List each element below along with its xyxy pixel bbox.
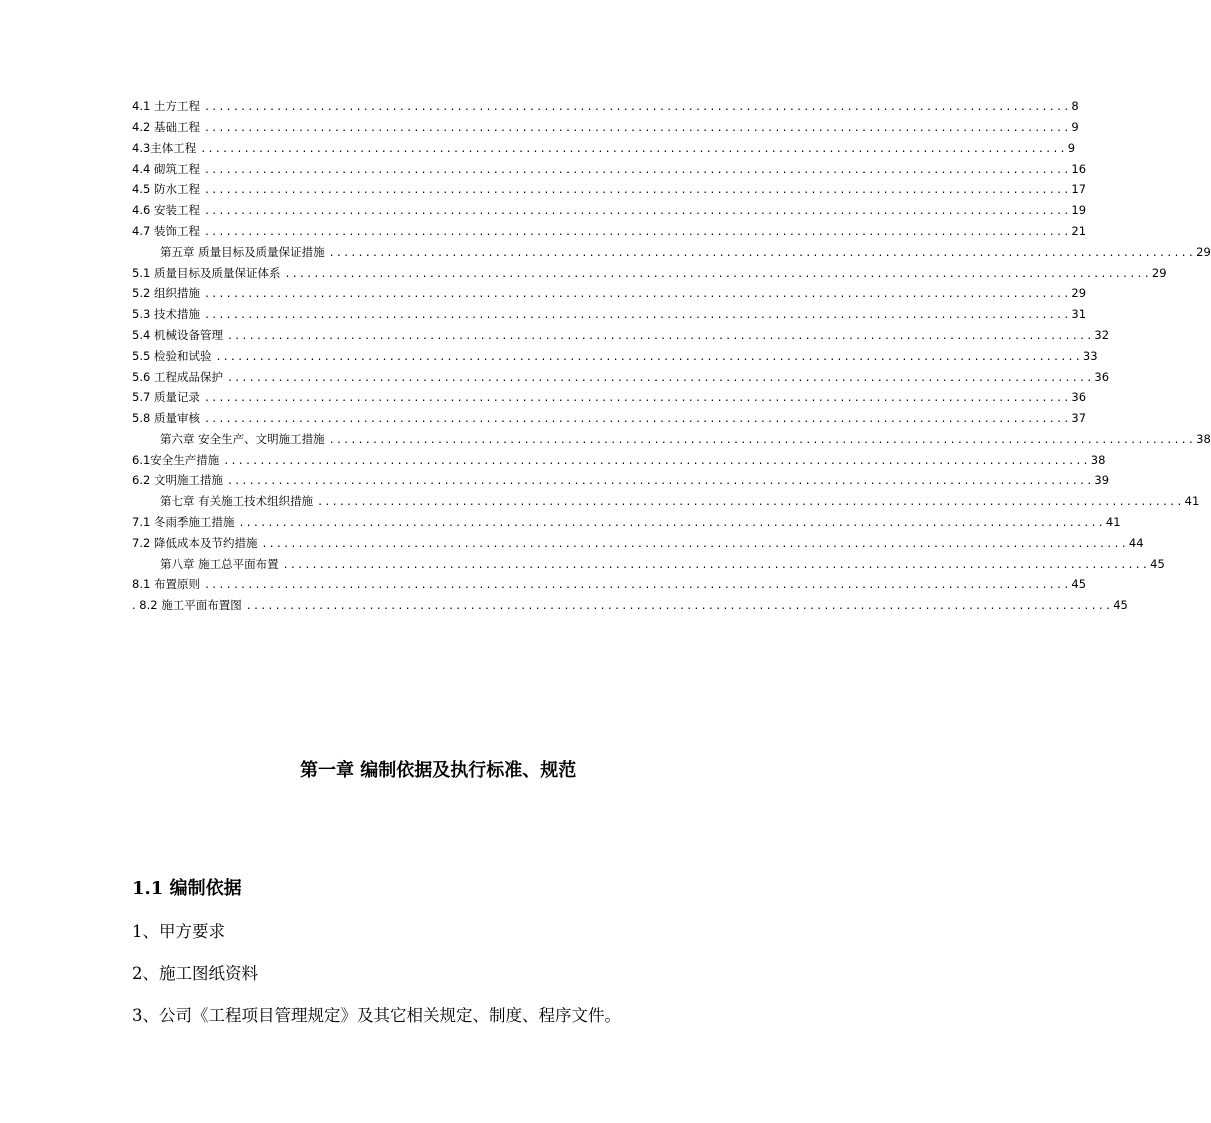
toc-label: 4.3主体工程: [132, 141, 197, 155]
toc-page: 8: [1071, 99, 1079, 113]
toc-leader: ........................................................................................................................: [261, 539, 1128, 550]
toc-leader: ........................................................................................................................: [203, 310, 1071, 321]
toc-label: 5.6 工程成品保护: [132, 370, 223, 384]
toc-row: [132, 370, 1110, 386]
toc-label: 5.4 机械设备管理: [132, 328, 223, 342]
toc-row: [132, 515, 1121, 531]
toc-row: [132, 120, 1079, 136]
toc-leader: ........................................................................................................................: [317, 497, 1184, 508]
toc-page: 39: [1094, 473, 1110, 487]
toc-page: 45: [1113, 598, 1128, 612]
toc-row: [132, 203, 1087, 219]
toc-label: 5.8 质量审核: [132, 411, 200, 425]
toc-row: [132, 411, 1087, 427]
toc-row: [132, 536, 1144, 552]
toc-page: 38: [1090, 453, 1106, 467]
toc-page: 36: [1071, 390, 1087, 404]
toc-row: [132, 349, 1098, 365]
toc-row: [160, 494, 1200, 510]
toc-page: 41: [1184, 494, 1200, 508]
toc-label: 5.3 技术措施: [132, 307, 200, 321]
toc-row: [132, 266, 1167, 282]
toc-leader: ........................................................................................................................: [226, 373, 1094, 384]
section-title: 1.1 编制依据: [132, 878, 242, 899]
toc-leader: ........................................................................................................................: [203, 123, 1071, 134]
list-item: 2、施工图纸资料: [132, 964, 258, 983]
toc-leader: ........................................................................................................................: [226, 476, 1094, 487]
toc-row: [160, 432, 1211, 448]
toc-row: [132, 99, 1079, 115]
toc-label: 4.6 安装工程: [132, 203, 200, 217]
toc-row: [132, 390, 1087, 406]
toc-leader: ........................................................................................................................: [284, 269, 1151, 280]
toc-row: [132, 162, 1087, 178]
toc-page: 38: [1196, 432, 1211, 446]
toc-label: 第五章 质量目标及质量保证措施: [160, 245, 325, 259]
toc-label: 4.1 土方工程: [132, 99, 200, 113]
toc-page: 29: [1196, 245, 1211, 259]
toc-label: 5.7 质量记录: [132, 390, 200, 404]
toc-page: 29: [1071, 286, 1087, 300]
toc-page: 29: [1151, 266, 1167, 280]
toc-row: [132, 328, 1110, 344]
toc-page: 21: [1071, 224, 1087, 238]
toc-row: [132, 182, 1087, 198]
toc-label: 4.4 砌筑工程: [132, 162, 200, 176]
toc-leader: ........................................................................................................................: [203, 102, 1071, 113]
toc-label: 第七章 有关施工技术组织措施: [160, 494, 314, 508]
toc-page: 32: [1094, 328, 1110, 342]
toc-page: 9: [1071, 120, 1079, 134]
toc-row: [132, 224, 1087, 240]
toc-label: 5.1 质量目标及质量保证体系: [132, 266, 281, 280]
toc-leader: ........................................................................................................................: [328, 435, 1196, 446]
toc-leader: ........................................................................................................................: [223, 456, 1090, 467]
toc-page: 16: [1071, 162, 1087, 176]
toc-leader: ........................................................................................................................: [203, 289, 1071, 300]
toc-leader: ........................................................................................................................: [203, 393, 1071, 404]
toc-label: 7.2 降低成本及节约措施: [132, 536, 258, 550]
toc-label: 第八章 施工总平面布置: [160, 557, 279, 571]
toc-row: [160, 245, 1211, 261]
toc-label: 6.1安全生产措施: [132, 453, 220, 467]
toc-page: 41: [1105, 515, 1121, 529]
chapter-title: 第一章 编制依据及执行标准、规范: [300, 760, 577, 781]
toc-leader: ........................................................................................................................: [226, 331, 1094, 342]
toc-leader: ........................................................................................................................: [245, 601, 1113, 612]
toc-leader: ........................................................................................................................: [200, 144, 1067, 155]
toc-row: [132, 453, 1106, 469]
toc-leader: ........................................................................................................................: [203, 580, 1071, 591]
toc-leader: ........................................................................................................................: [328, 248, 1196, 259]
toc-page: 33: [1082, 349, 1098, 363]
toc-leader: ........................................................................................................................: [203, 206, 1071, 217]
toc-label: 第六章 安全生产、文明施工措施: [160, 432, 325, 446]
toc-row: [132, 141, 1076, 157]
toc-label: 5.2 组织措施: [132, 286, 200, 300]
toc-label: 5.5 检验和试验: [132, 349, 212, 363]
toc-leader: ........................................................................................................................: [282, 560, 1150, 571]
toc-page: 44: [1128, 536, 1144, 550]
toc-page: 36: [1094, 370, 1110, 384]
toc-label: 7.1 冬雨季施工措施: [132, 515, 235, 529]
toc-row: [132, 473, 1110, 489]
toc-leader: ........................................................................................................................: [215, 352, 1082, 363]
toc-page: 45: [1071, 577, 1087, 591]
toc-label: 4.2 基础工程: [132, 120, 200, 134]
toc-row: [132, 577, 1087, 593]
toc-row: [132, 598, 1128, 614]
toc-leader: ........................................................................................................................: [203, 227, 1071, 238]
toc-page: 17: [1071, 182, 1087, 196]
toc-row: [132, 307, 1087, 323]
toc-page: 19: [1071, 203, 1087, 217]
toc-leader: ........................................................................................................................: [203, 185, 1071, 196]
toc-page: 31: [1071, 307, 1087, 321]
toc-row: [160, 557, 1165, 573]
toc-leader: ........................................................................................................................: [238, 518, 1105, 529]
list-item: 1、甲方要求: [132, 922, 225, 941]
toc-page: 45: [1150, 557, 1165, 571]
toc-label: 8.1 布置原则: [132, 577, 200, 591]
toc-label: . 8.2 施工平面布置图: [132, 598, 242, 612]
toc-page: 37: [1071, 411, 1087, 425]
toc-label: 4.5 防水工程: [132, 182, 200, 196]
toc-row: [132, 286, 1087, 302]
toc-leader: ........................................................................................................................: [203, 414, 1071, 425]
list-item: 3、公司《工程项目管理规定》及其它相关规定、制度、程序文件。: [132, 1006, 621, 1025]
toc-leader: ........................................................................................................................: [203, 165, 1071, 176]
toc-label: 6.2 文明施工措施: [132, 473, 223, 487]
toc-label: 4.7 装饰工程: [132, 224, 200, 238]
toc-page: 9: [1067, 141, 1076, 155]
